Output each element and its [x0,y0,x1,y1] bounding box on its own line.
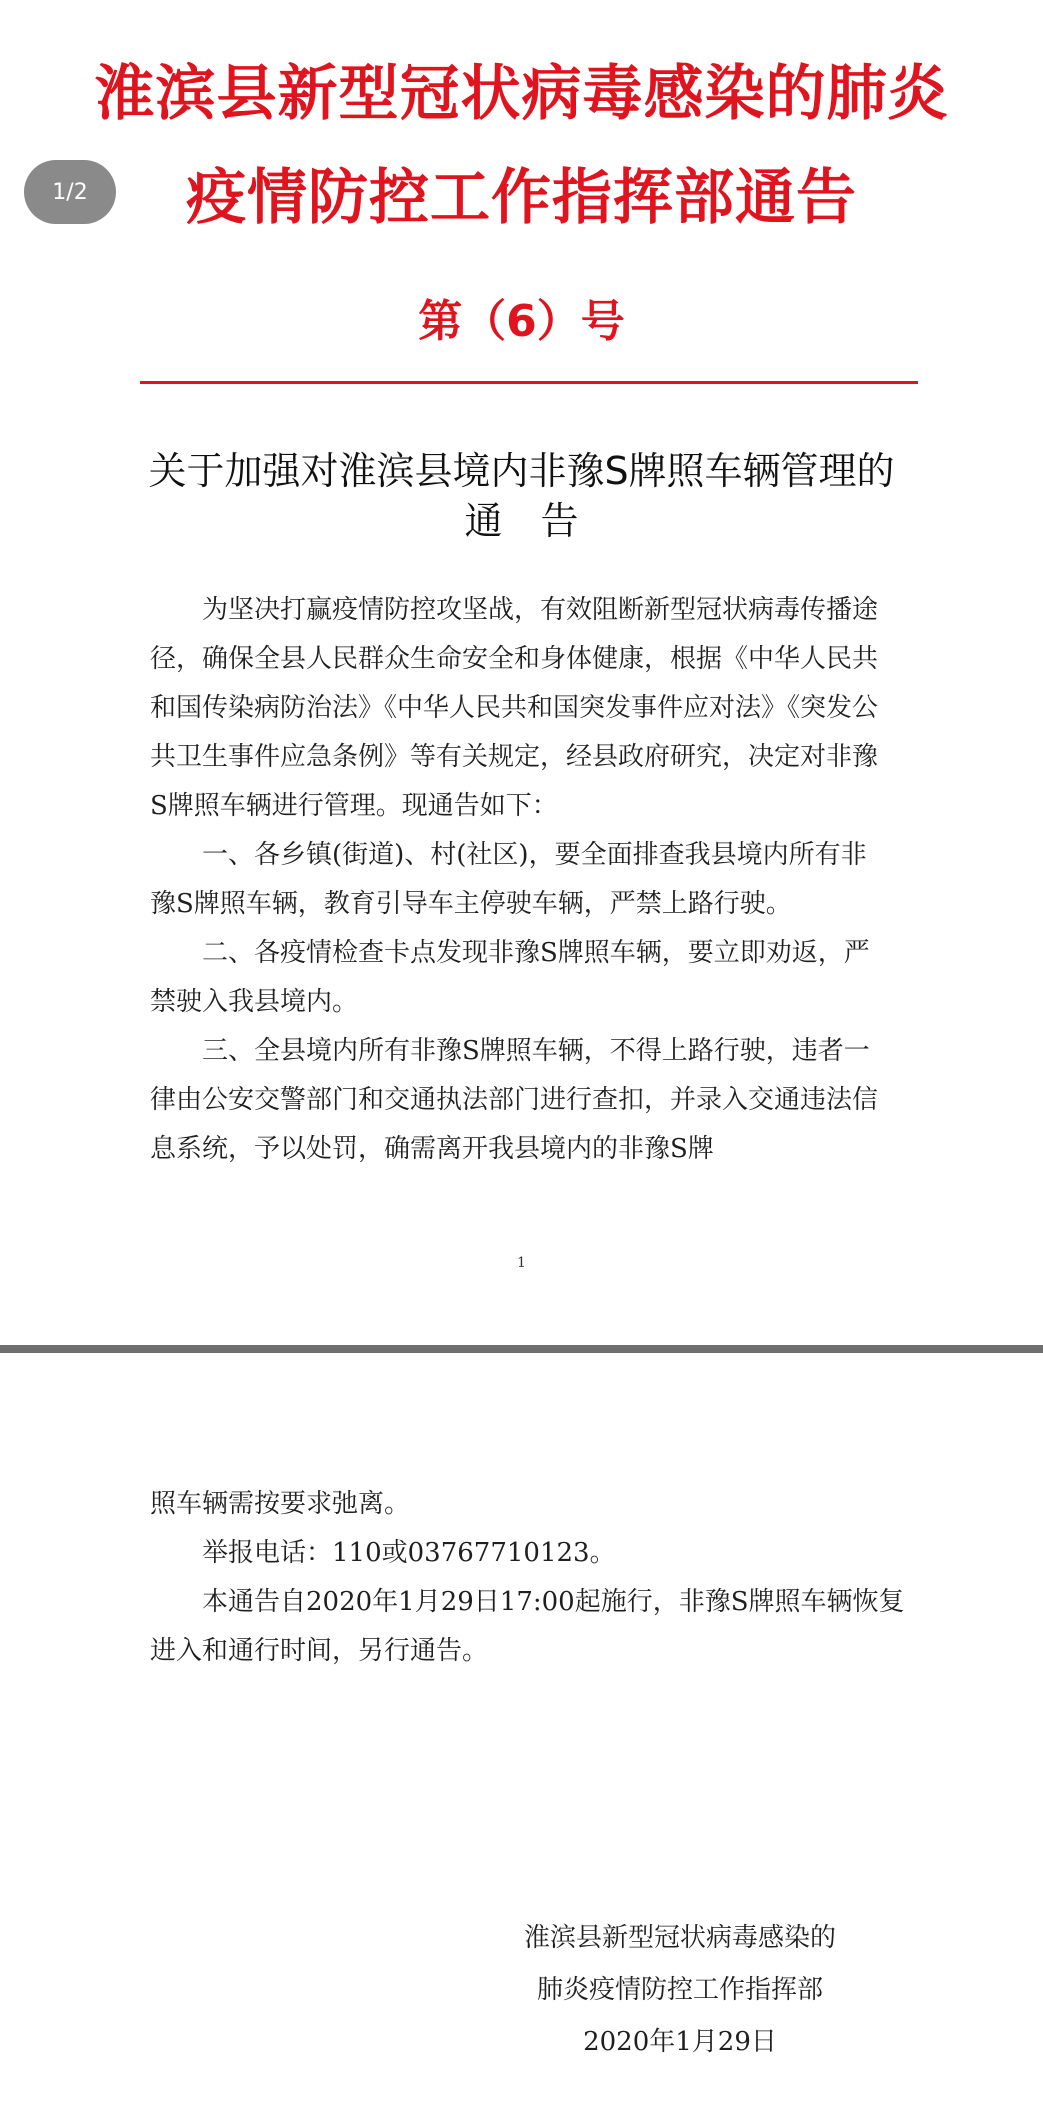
item-3-paragraph: 三、全县境内所有非豫S牌照车辆，不得上路行驶，违者一律由公安交警部门和交通执法部门进行查扣，并录入交通违法信息系统，予以处罚，确需离开我县境内的非豫S牌 [150,1036,879,1164]
item-1-paragraph: 一、各乡镇(街道)、村(社区)，要全面排查我县境内所有非豫S牌照车辆，教育引导车主停驶车辆，严禁上路行驶。 [150,840,867,919]
notice-body-page2 [150,1480,910,1676]
continuation-line: 照车辆需按要求弛离。 [150,1489,411,1519]
header-title-line2: 疫情防控工作指挥部通告 [186,163,857,233]
red-divider-line [140,381,918,384]
notice-title-line1: 关于加强对淮滨县境内非豫S牌照车辆管理的 [148,449,895,493]
notice-body-page1 [150,586,890,1174]
signature-org-line1: 淮滨县新型冠状病毒感染的 [523,1923,836,1953]
effective-paragraph: 本通告自2020年1月29日17:00起施行，非豫S牌照车辆恢复进入和通行时间，另行通告。 [150,1587,905,1666]
item-2-paragraph: 二、各疫情检查卡点发现非豫S牌照车辆，要立即劝返，严禁驶入我县境内。 [150,938,870,1017]
signature-block [470,1912,890,2068]
signature-date: 2020年1月29日 [583,2027,777,2057]
page-separator [0,1345,1043,1353]
page-indicator-badge: 1/2 [24,160,116,224]
hotline-paragraph: 举报电话：110或03767710123。 [202,1538,616,1568]
document-number: 第（6）号 [418,296,625,347]
page-number: 1 [517,1255,526,1271]
intro-paragraph: 为坚决打赢疫情防控攻坚战，有效阻断新型冠状病毒传播途径，确保全县人民群众生命安全和身体健康，根据《中华人民共和国传染病防治法》《中华人民共和国突发事件应对法》《突发公共卫生事件应急条例》等有关规定，经县政府研究，决定对非豫S牌照车辆进行管理。现通告如下： [150,595,879,821]
signature-org-line2: 肺炎疫情防控工作指挥部 [536,1975,823,2005]
header-title-line1: 淮滨县新型冠状病毒感染的肺炎 [94,59,949,129]
notice-title-line2: 通告 [464,499,617,543]
